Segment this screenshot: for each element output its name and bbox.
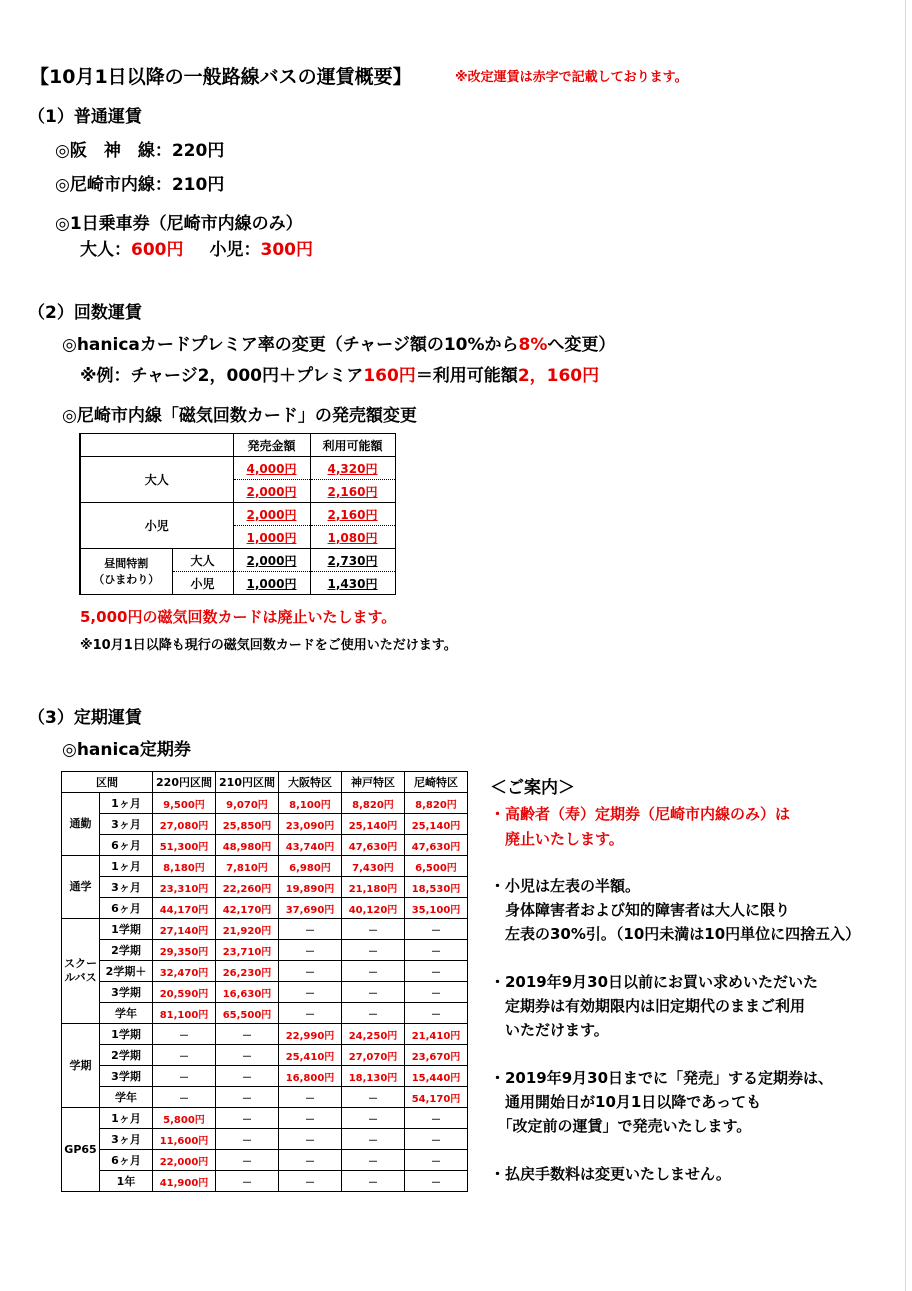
example-premium: 160円 bbox=[363, 366, 416, 386]
commuter-pass-table bbox=[61, 771, 468, 1192]
col-header: 大阪特区 bbox=[279, 772, 342, 793]
guide-item-4-cont2: 「改定前の運賃」で発売いたします。 bbox=[490, 1117, 752, 1135]
hanica-text-pre: ◎hanicaカードプレミア率の変更（チャージ額の10%から bbox=[62, 335, 519, 355]
abolish-notice: 5,000円の磁気回数カードは廃止いたします。 bbox=[80, 608, 397, 626]
table-cell: 2,160円 bbox=[310, 480, 395, 503]
table-row bbox=[62, 1150, 468, 1171]
table-cell: 1,000円 bbox=[233, 526, 310, 549]
row-label-child: 小児 bbox=[80, 503, 233, 549]
guide-heading: ＜ご案内＞ bbox=[490, 778, 575, 798]
table-cell: 42,170円 bbox=[216, 898, 279, 919]
table-row bbox=[62, 940, 468, 961]
table-row bbox=[62, 1003, 468, 1024]
table-cell: － bbox=[405, 1150, 468, 1171]
col-header: 区間 bbox=[62, 772, 153, 793]
period-label: 3ヶ月 bbox=[100, 1129, 153, 1150]
row-label-daytime bbox=[80, 549, 172, 595]
period-label: 1年 bbox=[100, 1171, 153, 1192]
table-cell: 23,670円 bbox=[405, 1045, 468, 1066]
period-label: 2学期＋ bbox=[100, 961, 153, 982]
table-cell: － bbox=[279, 1108, 342, 1129]
table-cell: 26,230円 bbox=[216, 961, 279, 982]
period-label: 1ヶ月 bbox=[100, 793, 153, 814]
period-label: 1ヶ月 bbox=[100, 856, 153, 877]
table-cell: － bbox=[153, 1066, 216, 1087]
table-cell: － bbox=[216, 1108, 279, 1129]
table-cell: 23,090円 bbox=[279, 814, 342, 835]
period-label: 3学期 bbox=[100, 1066, 153, 1087]
table-cell: 18,130円 bbox=[342, 1066, 405, 1087]
table-cell: － bbox=[342, 1171, 405, 1192]
table-cell: － bbox=[342, 1003, 405, 1024]
row-label-adult: 大人 bbox=[80, 457, 233, 503]
table-cell: 8,820円 bbox=[405, 793, 468, 814]
table-cell: 51,300円 bbox=[153, 835, 216, 856]
table-cell: － bbox=[405, 940, 468, 961]
guide-item-1-cont: 廃止いたします。 bbox=[490, 830, 624, 848]
table-cell: － bbox=[405, 1003, 468, 1024]
table-cell: 22,990円 bbox=[279, 1024, 342, 1045]
table-cell: － bbox=[153, 1087, 216, 1108]
example-total: 2，160円 bbox=[517, 366, 600, 386]
daytime-adult: 大人 bbox=[172, 549, 233, 572]
table-cell: 54,170円 bbox=[405, 1087, 468, 1108]
hanshin-fare: ◎阪 神 線：220円 bbox=[55, 141, 225, 161]
table-cell: － bbox=[405, 919, 468, 940]
group-label: 通学 bbox=[62, 856, 100, 919]
table-cell: － bbox=[279, 982, 342, 1003]
table-row bbox=[62, 961, 468, 982]
table-cell: 35,100円 bbox=[405, 898, 468, 919]
table-row bbox=[62, 1171, 468, 1192]
table-cell: － bbox=[216, 1066, 279, 1087]
table-cell: 8,820円 bbox=[342, 793, 405, 814]
group-label: スクールバス bbox=[62, 919, 100, 1024]
guide-item-4: ・2019年9月30日までに「発売」する定期券は、 bbox=[490, 1069, 834, 1087]
table-cell: － bbox=[405, 982, 468, 1003]
table-cell: 6,500円 bbox=[405, 856, 468, 877]
table-cell: 25,410円 bbox=[279, 1045, 342, 1066]
table-cell: － bbox=[405, 961, 468, 982]
table-cell: － bbox=[405, 1108, 468, 1129]
period-label: 6ヶ月 bbox=[100, 898, 153, 919]
table-cell: 18,530円 bbox=[405, 877, 468, 898]
period-label: 学年 bbox=[100, 1003, 153, 1024]
guide-item-5: ・払戻手数料は変更いたしません。 bbox=[490, 1165, 731, 1183]
period-label: 3ヶ月 bbox=[100, 814, 153, 835]
table-cell: － bbox=[279, 1087, 342, 1108]
period-label: 6ヶ月 bbox=[100, 835, 153, 856]
table-cell: － bbox=[342, 940, 405, 961]
page-title: 【10月1日以降の一般路線バスの運賃概要】 bbox=[30, 66, 412, 88]
table-row bbox=[62, 835, 468, 856]
table-cell: － bbox=[405, 1129, 468, 1150]
table-row bbox=[62, 856, 468, 877]
guide-item-2-cont: 身体障害者および知的障害者は大人に限り bbox=[490, 901, 791, 919]
table-cell: 48,980円 bbox=[216, 835, 279, 856]
col-usable-amount: 利用可能額 bbox=[310, 434, 395, 457]
period-label: 1学期 bbox=[100, 1024, 153, 1045]
table-row bbox=[62, 1087, 468, 1108]
table-row bbox=[62, 814, 468, 835]
col-header: 210円区間 bbox=[216, 772, 279, 793]
table-cell: － bbox=[279, 1150, 342, 1171]
example-mid: ＝利用可能額 bbox=[415, 366, 518, 386]
guide-item-4-cont: 通用開始日が10月1日以降であっても bbox=[490, 1093, 762, 1111]
group-label: 通勤 bbox=[62, 793, 100, 856]
oneday-ticket: ◎1日乗車券（尼崎市内線のみ） bbox=[55, 214, 303, 234]
amagasaki-fare: ◎尼崎市内線：210円 bbox=[55, 175, 225, 195]
table-cell: － bbox=[342, 1129, 405, 1150]
table-cell: 19,890円 bbox=[279, 877, 342, 898]
group-label: GP65 bbox=[62, 1108, 100, 1192]
table-cell: 2,000円 bbox=[233, 480, 310, 503]
child-label: 小児： bbox=[209, 240, 261, 260]
table-cell: 21,410円 bbox=[405, 1024, 468, 1045]
table-cell: 1,080円 bbox=[310, 526, 395, 549]
period-label: 6ヶ月 bbox=[100, 1150, 153, 1171]
table-cell: － bbox=[216, 1045, 279, 1066]
table-cell: 40,120円 bbox=[342, 898, 405, 919]
table-cell: 27,140円 bbox=[153, 919, 216, 940]
section1-heading: （1）普通運賃 bbox=[28, 107, 142, 127]
table-header-empty bbox=[80, 434, 233, 457]
guide-item-2-cont2: 左表の30%引。（10円未満は10円単位に四捨五入） bbox=[490, 925, 861, 943]
table-cell: 20,590円 bbox=[153, 982, 216, 1003]
daytime-child: 小児 bbox=[172, 572, 233, 595]
table-cell: 24,250円 bbox=[342, 1024, 405, 1045]
table-cell: 9,070円 bbox=[216, 793, 279, 814]
table-cell: － bbox=[405, 1171, 468, 1192]
table-cell: 1,430円 bbox=[310, 572, 395, 595]
guide-item-3-cont2: いただけます。 bbox=[490, 1021, 609, 1039]
table-cell: － bbox=[279, 919, 342, 940]
table-cell: － bbox=[153, 1024, 216, 1045]
table-cell: － bbox=[279, 1171, 342, 1192]
table-cell: 8,180円 bbox=[153, 856, 216, 877]
table-cell: 5,800円 bbox=[153, 1108, 216, 1129]
table-cell: 44,170円 bbox=[153, 898, 216, 919]
table-cell: 27,070円 bbox=[342, 1045, 405, 1066]
table-row bbox=[62, 898, 468, 919]
period-label: 1学期 bbox=[100, 919, 153, 940]
card-heading: ◎尼崎市内線「磁気回数カード」の発売額変更 bbox=[62, 406, 417, 426]
title-note: ※改定運賃は赤字で記載しております。 bbox=[455, 70, 688, 85]
table-cell: － bbox=[216, 1087, 279, 1108]
table-cell: 21,920円 bbox=[216, 919, 279, 940]
guide-item-3: ・2019年9月30日以前にお買い求めいただいた bbox=[490, 973, 819, 991]
table-cell: － bbox=[342, 982, 405, 1003]
table-cell: 16,800円 bbox=[279, 1066, 342, 1087]
table-row bbox=[62, 919, 468, 940]
table-cell: 21,180円 bbox=[342, 877, 405, 898]
page-edge-line bbox=[905, 0, 906, 1291]
table-cell: 15,440円 bbox=[405, 1066, 468, 1087]
table-cell: 1,000円 bbox=[233, 572, 310, 595]
table-cell: － bbox=[342, 1108, 405, 1129]
hanica-commuter-heading: ◎hanica定期券 bbox=[62, 740, 191, 760]
example-pre: ※例：チャージ2，000円＋プレミア bbox=[80, 366, 364, 386]
period-label: 学年 bbox=[100, 1087, 153, 1108]
table-cell: 2,730円 bbox=[310, 549, 395, 572]
table-cell: 9,500円 bbox=[153, 793, 216, 814]
table-cell: 47,630円 bbox=[405, 835, 468, 856]
commuter-table-body bbox=[62, 793, 468, 1192]
col-header: 神戸特区 bbox=[342, 772, 405, 793]
table-cell: 16,630円 bbox=[216, 982, 279, 1003]
table-cell: 25,140円 bbox=[342, 814, 405, 835]
period-label: 1ヶ月 bbox=[100, 1108, 153, 1129]
table-cell: － bbox=[216, 1129, 279, 1150]
table-cell: － bbox=[279, 961, 342, 982]
table-header-row bbox=[62, 772, 468, 793]
table-cell: 29,350円 bbox=[153, 940, 216, 961]
table-cell: 25,140円 bbox=[405, 814, 468, 835]
hanica-example bbox=[80, 361, 599, 386]
table-cell: － bbox=[342, 919, 405, 940]
table-header-row bbox=[80, 434, 395, 457]
table-row bbox=[80, 549, 395, 572]
section2-heading: （2）回数運賃 bbox=[28, 303, 142, 323]
table-row bbox=[62, 1024, 468, 1045]
col-header: 尼崎特区 bbox=[405, 772, 468, 793]
col-header: 220円区間 bbox=[153, 772, 216, 793]
table-cell: － bbox=[279, 1003, 342, 1024]
hanica-text-post: へ変更） bbox=[547, 335, 616, 355]
abolish-note: ※10月1日以降も現行の磁気回数カードをご使用いただけます。 bbox=[80, 638, 457, 653]
magnetic-card-table bbox=[79, 433, 396, 595]
table-row bbox=[62, 982, 468, 1003]
table-row bbox=[80, 457, 395, 480]
table-row bbox=[62, 1108, 468, 1129]
guide-item-2: ・小児は左表の半額。 bbox=[490, 877, 641, 895]
table-cell: 22,260円 bbox=[216, 877, 279, 898]
table-cell: － bbox=[279, 940, 342, 961]
period-label: 3ヶ月 bbox=[100, 877, 153, 898]
guide-item-1: ・高齢者（寿）定期券（尼崎市内線のみ）は bbox=[490, 805, 791, 823]
daytime-sublabel: （ひまわり） bbox=[93, 572, 160, 586]
table-cell: 32,470円 bbox=[153, 961, 216, 982]
table-row bbox=[62, 1045, 468, 1066]
table-cell: － bbox=[342, 1087, 405, 1108]
table-cell: 7,430円 bbox=[342, 856, 405, 877]
col-sale-amount: 発売金額 bbox=[233, 434, 310, 457]
daytime-label: 昼間特割 bbox=[104, 556, 149, 570]
table-cell: － bbox=[342, 1150, 405, 1171]
table-row bbox=[80, 503, 395, 526]
group-label: 学期 bbox=[62, 1024, 100, 1108]
table-cell: 2,000円 bbox=[233, 503, 310, 526]
table-cell: 23,310円 bbox=[153, 877, 216, 898]
table-cell: 65,500円 bbox=[216, 1003, 279, 1024]
period-label: 2学期 bbox=[100, 1045, 153, 1066]
table-row bbox=[62, 1066, 468, 1087]
adult-label: 大人： bbox=[80, 240, 131, 260]
table-cell: 25,850円 bbox=[216, 814, 279, 835]
table-cell: 4,320円 bbox=[310, 457, 395, 480]
table-cell: 81,100円 bbox=[153, 1003, 216, 1024]
table-row bbox=[62, 877, 468, 898]
oneday-prices bbox=[80, 235, 313, 260]
table-row bbox=[62, 793, 468, 814]
table-cell: 47,630円 bbox=[342, 835, 405, 856]
table-cell: 4,000円 bbox=[233, 457, 310, 480]
table-cell: － bbox=[216, 1171, 279, 1192]
table-cell: － bbox=[216, 1024, 279, 1045]
table-cell: 43,740円 bbox=[279, 835, 342, 856]
table-cell: 7,810円 bbox=[216, 856, 279, 877]
table-cell: － bbox=[153, 1045, 216, 1066]
table-cell: － bbox=[342, 961, 405, 982]
period-label: 2学期 bbox=[100, 940, 153, 961]
table-cell: 41,900円 bbox=[153, 1171, 216, 1192]
table-cell: 2,160円 bbox=[310, 503, 395, 526]
table-cell: － bbox=[279, 1129, 342, 1150]
table-cell: 8,100円 bbox=[279, 793, 342, 814]
table-cell: 27,080円 bbox=[153, 814, 216, 835]
table-cell: 6,980円 bbox=[279, 856, 342, 877]
child-price: 300円 bbox=[260, 240, 313, 260]
table-cell: 23,710円 bbox=[216, 940, 279, 961]
guide-item-3-cont: 定期券は有効期限内は旧定期代のままご利用 bbox=[490, 997, 806, 1015]
table-cell: 37,690円 bbox=[279, 898, 342, 919]
hanica-new-rate: 8% bbox=[518, 335, 548, 355]
section3-heading: （3）定期運賃 bbox=[28, 708, 142, 728]
table-cell: 22,000円 bbox=[153, 1150, 216, 1171]
table-cell: － bbox=[216, 1150, 279, 1171]
period-label: 3学期 bbox=[100, 982, 153, 1003]
table-cell: 11,600円 bbox=[153, 1129, 216, 1150]
table-cell: 2,000円 bbox=[233, 549, 310, 572]
hanica-premium-change bbox=[62, 330, 615, 355]
table-row bbox=[62, 1129, 468, 1150]
adult-price: 600円 bbox=[131, 240, 184, 260]
